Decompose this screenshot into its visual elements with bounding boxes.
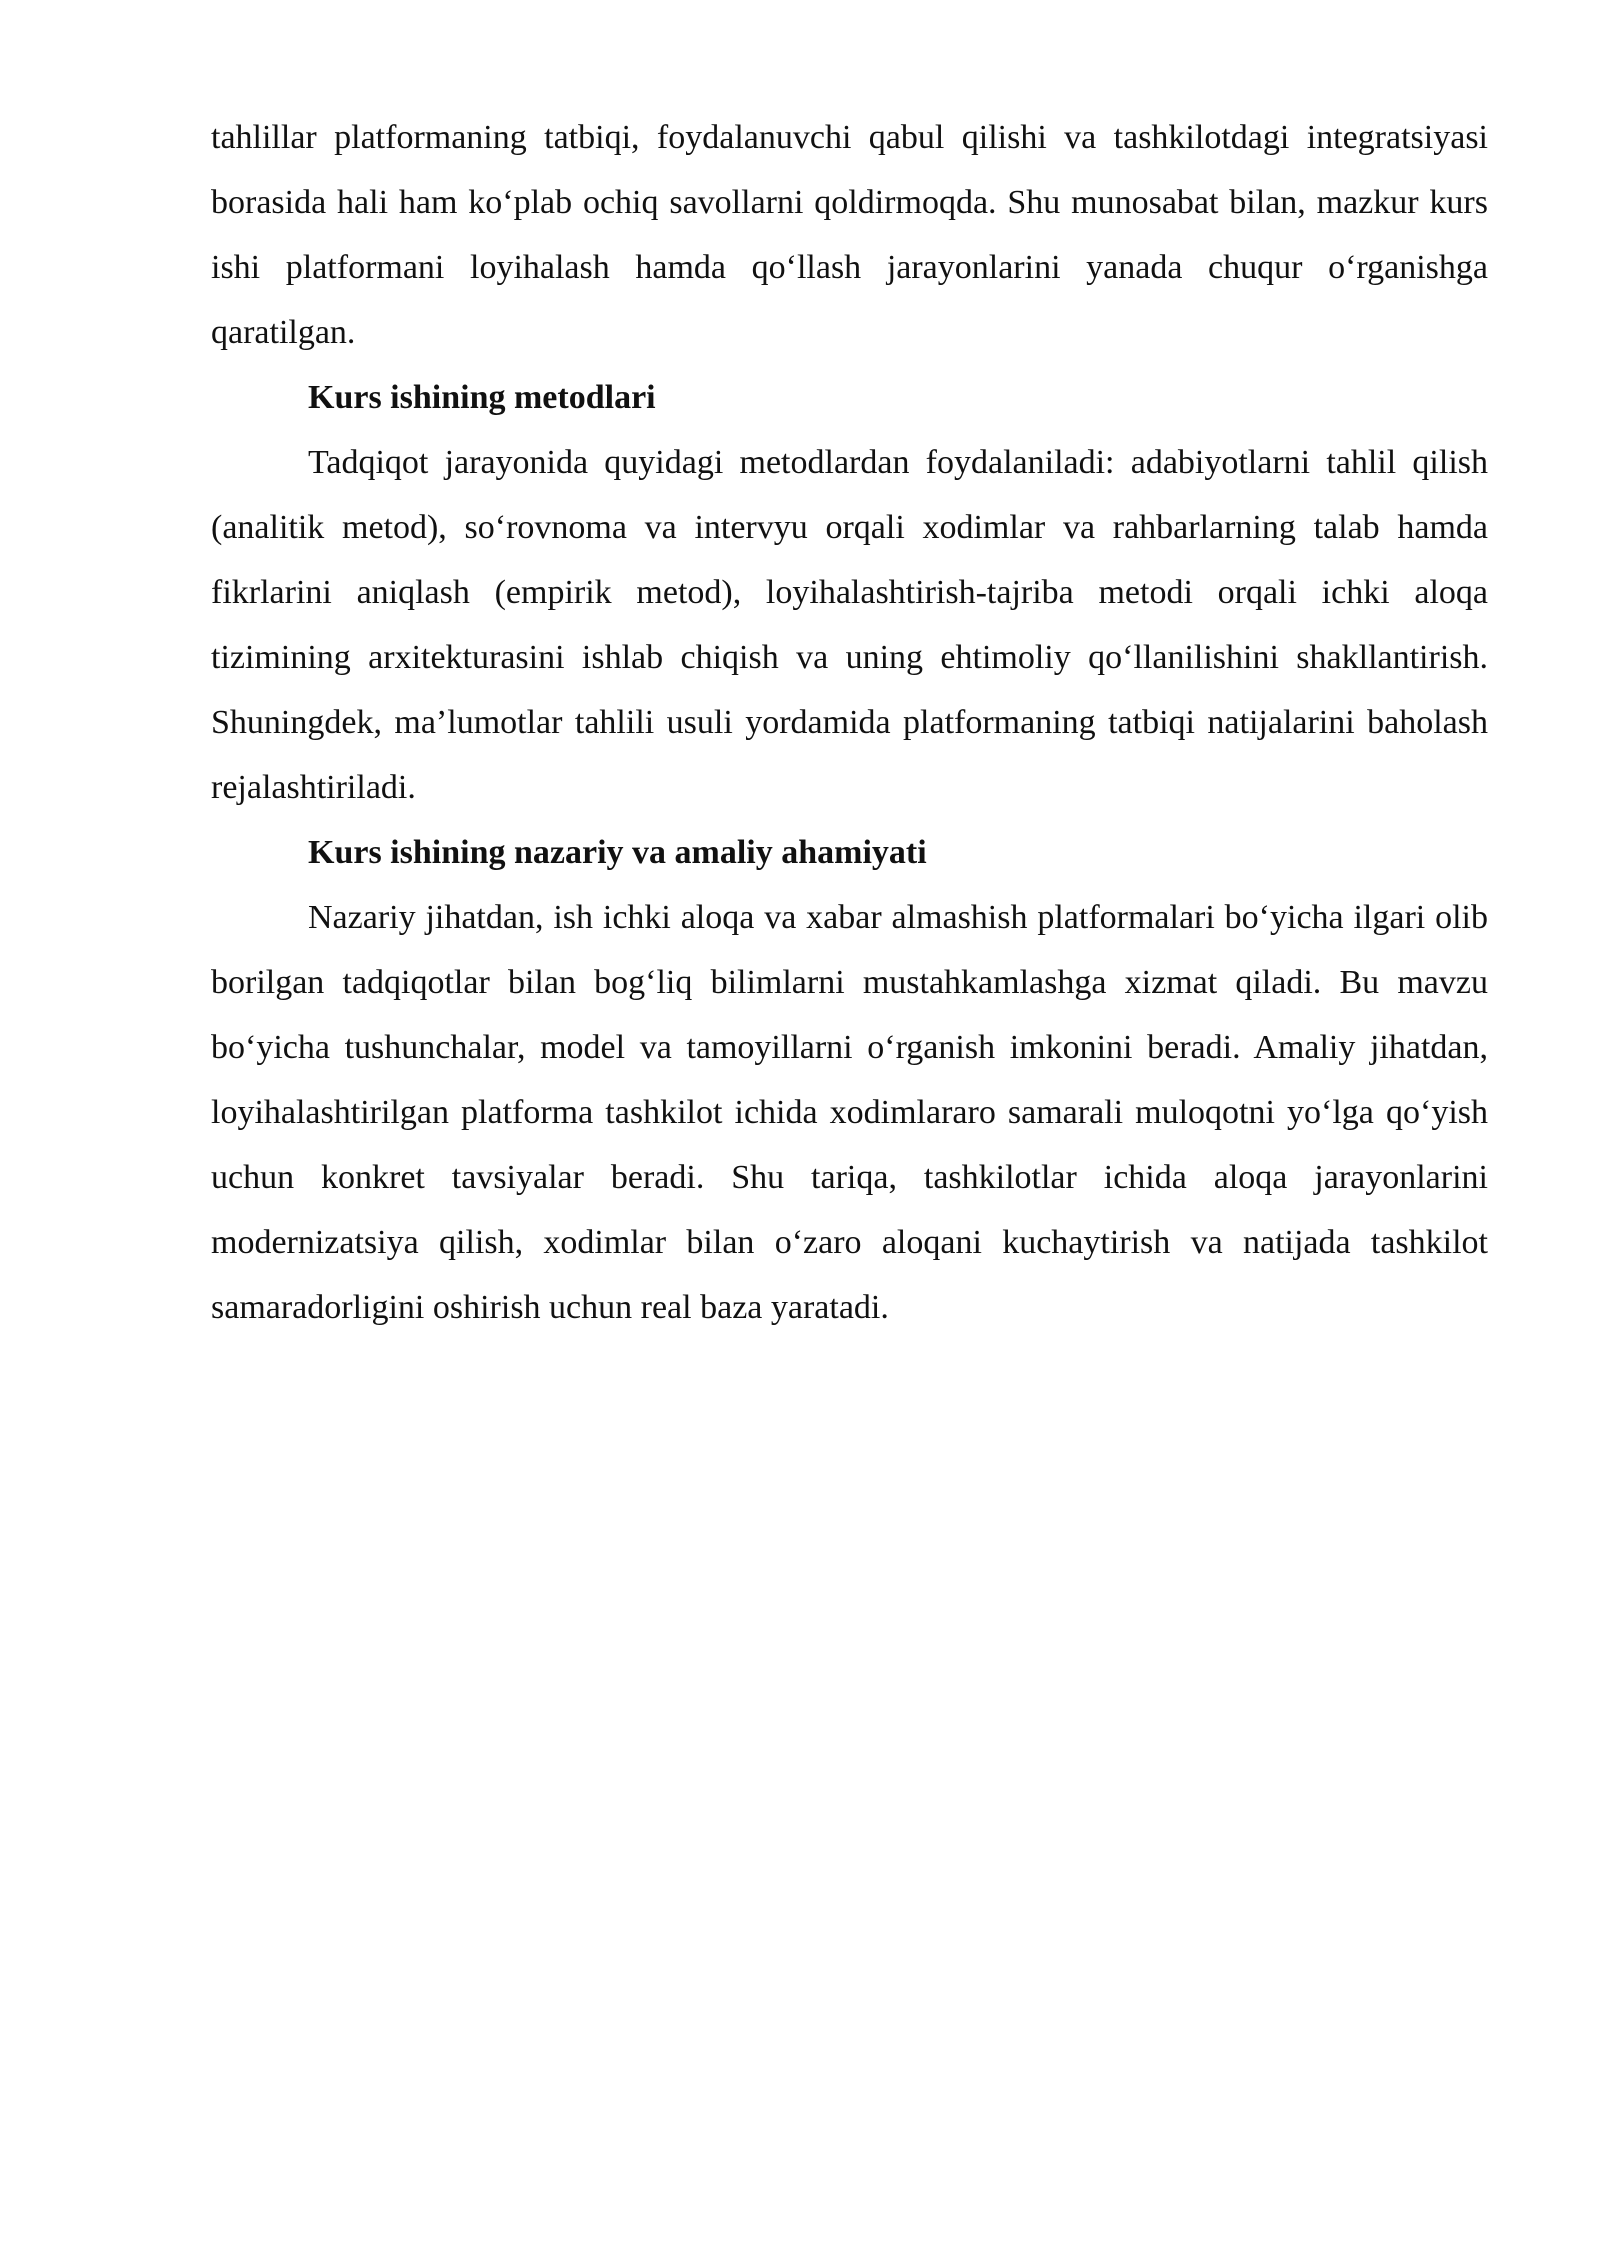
page-content xyxy=(211,105,1488,1340)
methods-heading: Kurs ishining metodlari xyxy=(308,379,656,416)
intro-paragraph: tahlillar platformaning tatbiqi, foydalanuvchi qabul qilishi va tashkilotdagi integratsiyasi borasida hali ham ko‘plab ochiq savollarni qoldirmoqda. Shu munosabat bilan, mazkur kurs ishi platformani loyihalash hamda qo‘llash jarayonlarini yanada chuqur o‘rganishga qaratilgan. xyxy=(211,119,1488,351)
significance-paragraph: Nazariy jihatdan, ish ichki aloqa va xabar almashish platformalari bo‘yicha ilgari olib borilgan tadqiqotlar bilan bog‘liq bilimlarni mustahkamlashga xizmat qiladi. Bu mavzu bo‘yicha tushunchalar, model va tamoyillarni o‘rganish imkonini beradi. Amaliy jihatdan, loyihalashtirilgan platforma tashkilot ichida xodimlararo samarali muloqotni yo‘lga qo‘yish uchun konkret tavsiyalar beradi. Shu tariqa, tashkilotlar ichida aloqa jarayonlarini modernizatsiya qilish, xodimlar bilan o‘zaro aloqani kuchaytirish va natijada tashkilot samaradorligini oshirish uchun real baza yaratadi. xyxy=(211,899,1488,1326)
significance-heading: Kurs ishining nazariy va amaliy ahamiyati xyxy=(308,834,927,871)
methods-paragraph: Tadqiqot jarayonida quyidagi metodlardan foydalaniladi: adabiyotlarni tahlil qilish (analitik metod), so‘rovnoma va intervyu orqali xodimlar va rahbarlarning talab hamda fikrlarini aniqlash (empirik metod), loyihalashtirish-tajriba metodi orqali ichki aloqa tizimining arxitekturasini ishlab chiqish va uning ehtimoliy qo‘llanilishini shakllantirish. Shuningdek, ma’lumotlar tahlili usuli yordamida platformaning tatbiqi natijalarini baholash rejalashtiriladi. xyxy=(211,444,1488,806)
